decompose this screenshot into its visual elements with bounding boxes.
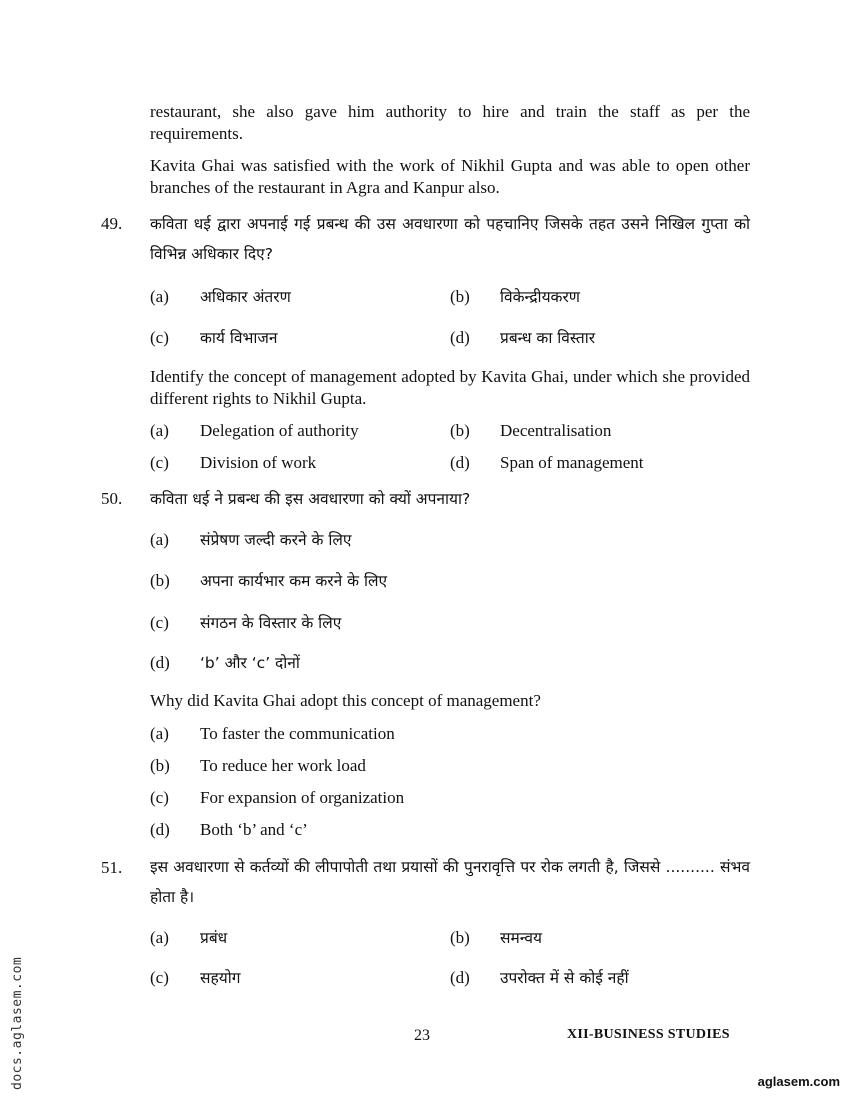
question-number-50: 50. [101, 489, 123, 508]
question-51-hindi: इस अवधारणा से कर्तव्यों की लीपापोती तथा प्रयासों की पुनरावृत्ति पर रोक लगती है, जिससे .......... संभव होता है। [150, 858, 750, 906]
question-number-51: 51. [101, 858, 123, 877]
question-49-english: Identify the concept of management adopted by Kavita Ghai, under which she provided different rights to Nikhil Gupta. [150, 367, 750, 408]
question-50-english: Why did Kavita Ghai adopt this concept of management? [150, 691, 541, 710]
question-49-hindi: कविता धई द्वारा अपनाई गई प्रबन्ध की उस अवधारणा को पहचानिए जिसके तहत उसने निखिल गुप्ता को विभिन्न अधिकार दिए? [150, 215, 750, 263]
exam-page: restaurant, she also gave him authority to hire and train the staff as per the requirements. Kavita Ghai was satisfied with the work of Nikhil Gupta and was able to open other branches of the restaurant in Agra and Kanpur also. 49. कविता धई द्वारा अपनाई गई प्रबन्ध की उस अवधारणा को पहचानिए जिसके तहत उसने निखिल गुप्ता को विभिन्न अधिकार दिए? (a) अधिकार अंतरण (b) विकेन्द्रीयकरण (c) कार्य विभाजन (d) प्रबन्ध का विस्तार Identify the concept of management adopted by Kavita Ghai, under which she provided different rights to Nikhil Gupta. (a) Delegation of authority (b) Decentralisation (c) Division of work (d) Span of management 50. कविता धई ने प्रबन्ध की इस अवधारणा को क्यों अपनाया? (a) संप्रेषण जल्दी करने के लिए (b) अपना कार्यभार कम करने के लिए (c) संगठन के विस्तार के लिए (d) ‘b’ और ‘c’ दोनों Why did Kavita Ghai adopt this concept of management? (a) To faster the communication (b) To reduce her work load (c) For expansion of organization (d) Both ‘b’ and ‘c’ 51. इस अवधारणा से कर्तव्यों की लीपापोती तथा प्रयासों की पुनरावृत्ति पर रोक लगती है, जिससे .......... संभव होता है। (a) प्रबंध (b) समन्वय (c) सहयोग (d) उपरोक्त में से कोई नहीं 23 XII-BUSINESS STUDIES docs.aglasem.com aglasem.com [10, 102, 840, 1090]
corner-watermark: aglasem.com [757, 1074, 840, 1089]
passage-paragraph-1: restaurant, she also gave him authority to hire and train the staff as per the requirements. [150, 102, 750, 143]
question-50-hindi: कविता धई ने प्रबन्ध की इस अवधारणा को क्यों अपनाया? [150, 490, 471, 508]
subject-footer: XII-BUSINESS STUDIES [567, 1027, 730, 1042]
passage-paragraph-2: Kavita Ghai was satisfied with the work of Nikhil Gupta and was able to open other branches of the restaurant in Agra and Kanpur also. [150, 156, 750, 197]
question-number-49: 49. [101, 214, 123, 233]
side-watermark: docs.aglasem.com [10, 956, 25, 1090]
page-number: 23 [414, 1027, 430, 1044]
